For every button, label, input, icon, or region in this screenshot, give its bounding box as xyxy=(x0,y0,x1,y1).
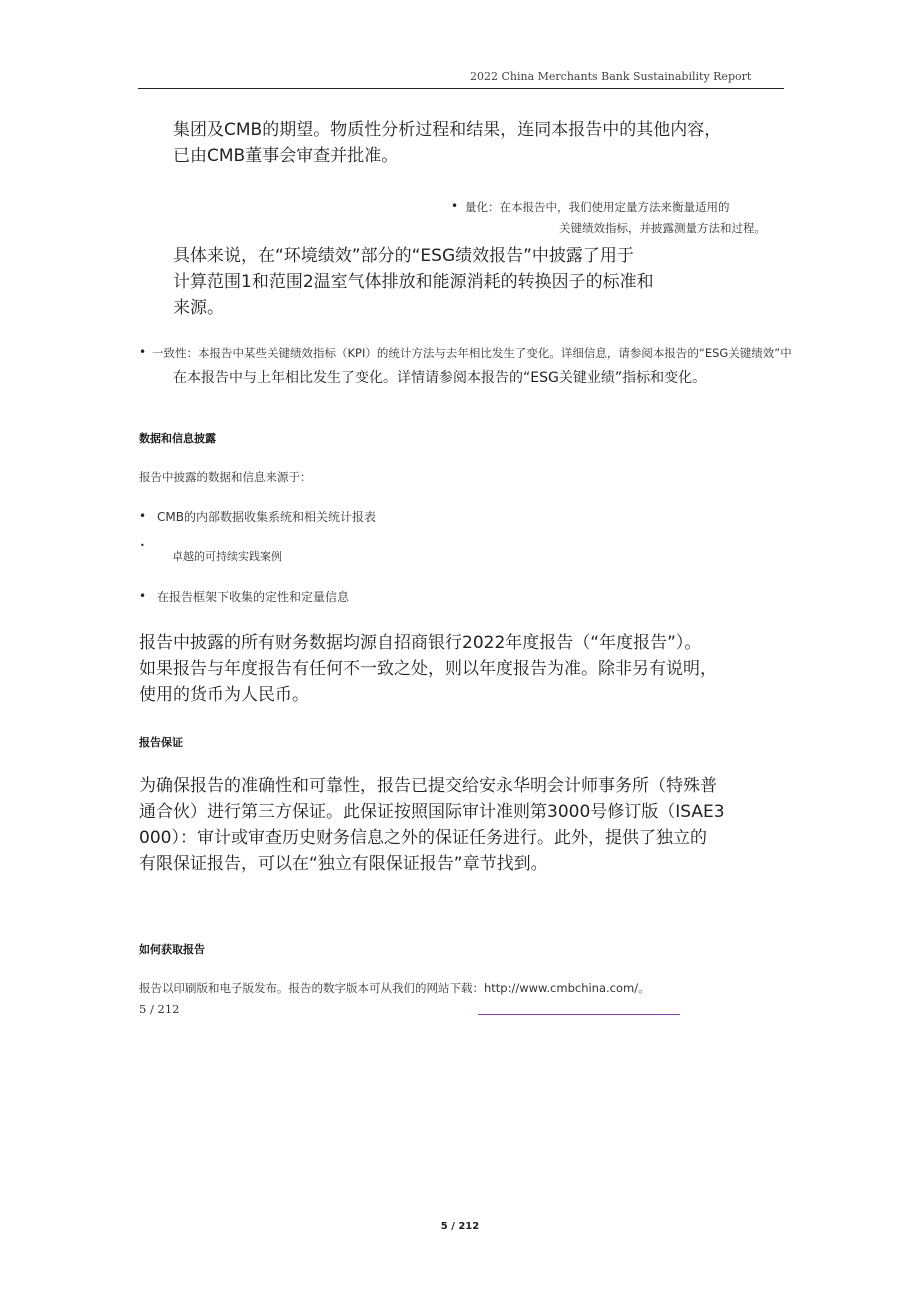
intro-line-2: 已由CMB董事会审查并批准。 xyxy=(173,146,399,166)
access-text: 报告以印刷版和电子版发布。报告的数字版本可从我们的网站下载：http://www.cmbchina.com/。 xyxy=(139,981,650,995)
page-indicator: 5 / 212 xyxy=(139,1002,180,1016)
access-heading: 如何获取报告 xyxy=(139,943,205,956)
bullet-marker: • xyxy=(140,541,145,550)
assurance-line-4: 有限保证报告，可以在“独立有限保证报告”章节找到。 xyxy=(139,854,548,874)
bullet-marker: • xyxy=(451,199,459,213)
env-line-3: 来源。 xyxy=(173,298,224,318)
header-divider xyxy=(138,88,784,89)
intro-line-1: 集团及CMB的期望。物质性分析过程和结果，连同本报告中的其他内容， xyxy=(173,120,722,140)
env-line-2: 计算范围1和范围2温室气体排放和能源消耗的转换因子的标准和 xyxy=(173,272,654,292)
bullet-marker: • xyxy=(139,345,147,359)
bullet-marker: • xyxy=(139,509,147,523)
financial-line-1: 报告中披露的所有财务数据均源自招商银行2022年度报告（“年度报告”）。 xyxy=(139,633,702,653)
consistency-line-2: 在本报告中与上年相比发生了变化。详情请参阅本报告的“ESG关键业绩”指标和变化。 xyxy=(173,370,707,386)
data-item-1: CMB的内部数据收集系统和相关统计报表 xyxy=(157,510,376,524)
quantification-line-2: 关键绩效指标，并披露测量方法和过程。 xyxy=(559,221,766,235)
financial-line-2: 如果报告与年度报告有任何不一致之处，则以年度报告为准。除非另有说明， xyxy=(139,659,717,679)
assurance-line-1: 为确保报告的准确性和可靠性，报告已提交给安永华明会计师事务所（特殊普 xyxy=(139,776,717,796)
data-heading: 数据和信息披露 xyxy=(139,432,216,445)
header-title: 2022 China Merchants Bank Sustainability Report xyxy=(470,70,752,83)
bullet-marker: • xyxy=(139,589,147,603)
consistency-line-1: 一致性：本报告中某些关键绩效指标（KPI）的统计方法与去年相比发生了变化。详细信息，请参阅本报告的“ESG关键绩效”中 xyxy=(152,346,792,360)
assurance-line-2: 通合伙）进行第三方保证。此保证按照国际审计准则第3000号修订版（ISAE3 xyxy=(139,802,725,822)
assurance-line-3: 000）：审计或审查历史财务信息之外的保证任务进行。此外，提供了独立的 xyxy=(139,828,707,848)
assurance-heading: 报告保证 xyxy=(139,736,183,749)
data-item-3: 在报告框架下收集的定性和定量信息 xyxy=(157,590,350,604)
data-intro: 报告中披露的数据和信息来源于： xyxy=(139,470,312,484)
link-underline xyxy=(478,1014,680,1015)
env-line-1: 具体来说，在“环境绩效”部分的“ESG绩效报告”中披露了用于 xyxy=(173,246,634,266)
financial-line-3: 使用的货币为人民币。 xyxy=(139,685,309,705)
data-item-2: 卓越的可持续实践案例 xyxy=(172,550,282,563)
footer-page-number: 5 / 212 xyxy=(440,1221,480,1232)
quantification-line-1: 量化：在本报告中，我们使用定量方法来衡量适用的 xyxy=(465,200,730,214)
